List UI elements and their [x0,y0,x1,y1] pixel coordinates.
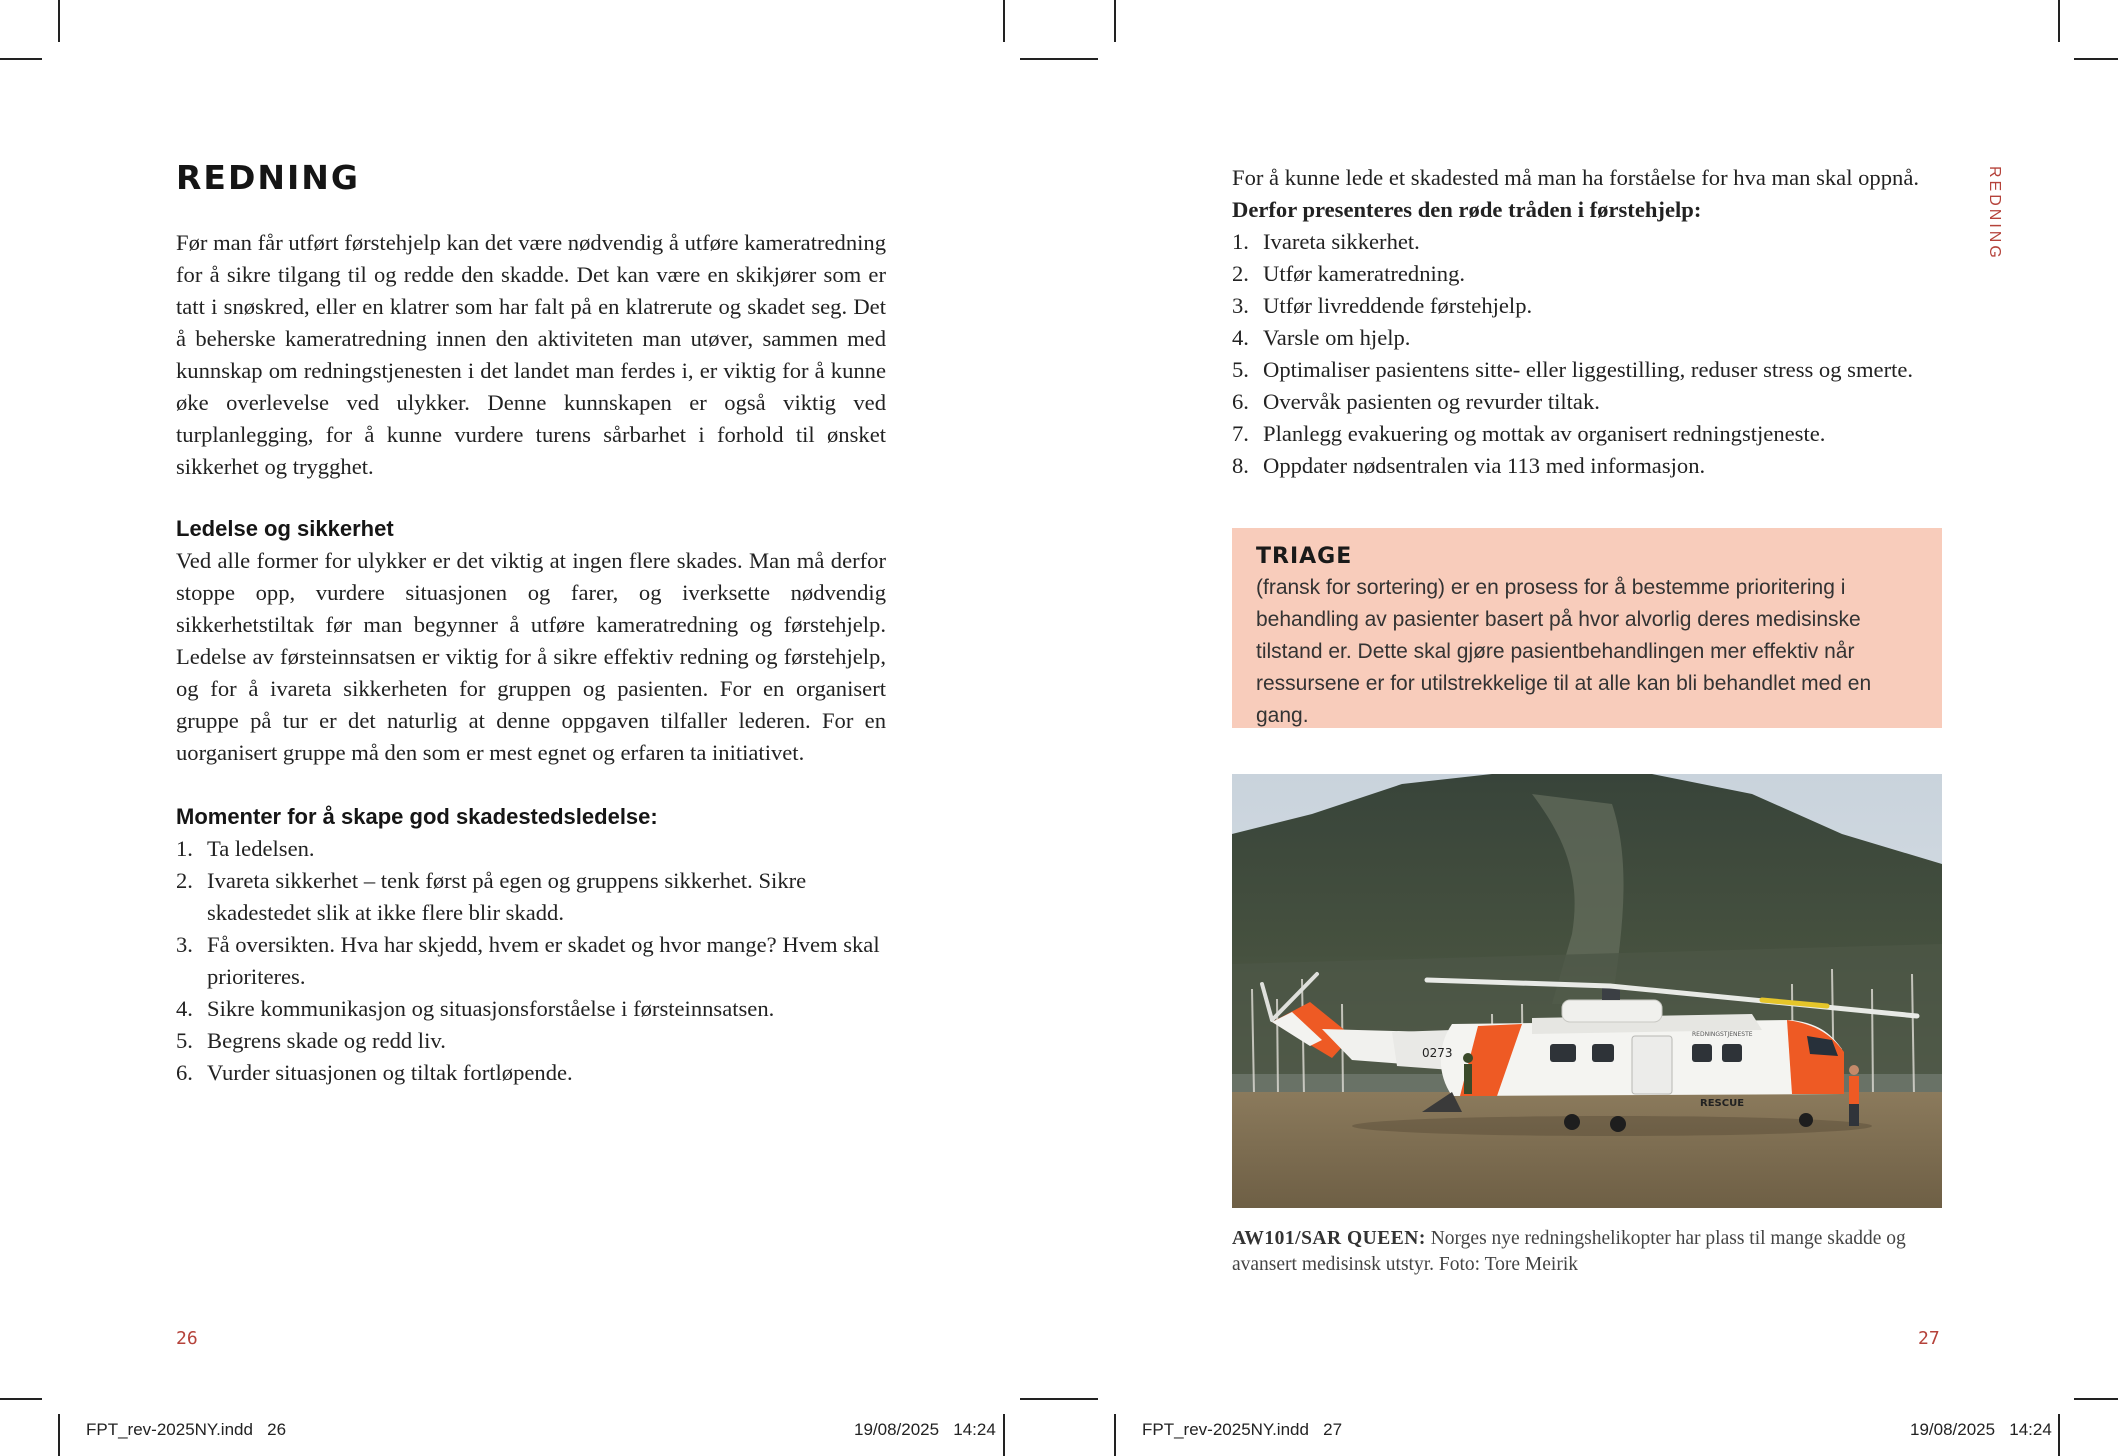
section-heading-momenter: Momenter for å skape god skadestedsledelse: [176,804,658,829]
page-title: REDNING [176,158,360,197]
crop-mark [58,1414,60,1456]
intro-paragraph: Før man får utført førstehjelp kan det være nødvendig å utføre kameratredning for å sikre tilgang til og redde den skadde. Det kan være en skikjører som er tatt i snøskred, eller en klatrer som har falt på en klatrerute og skadet seg. Det å beherske kameratredning innen den aktiviteten man utøver, sammen med kunnskap om redningstjenesten i det landet man ferdes i, er viktig for å kunne øke overlevelse ved ulykker. Denne kunnskapen er også viktig ved turplanlegging, for å kunne vurdere turens sårbarhet i forhold til ønsket sikkerhet og trygghet. [176,230,886,479]
slug-file-left: FPT_rev-2025NY.indd 26 [86,1420,287,1439]
slug-date-left: 19/08/2025 14:24 [854,1420,996,1439]
crop-mark [2058,0,2060,42]
crop-mark [0,58,42,60]
crop-mark [2074,1398,2118,1400]
list-item: 1. Ta ledelsen. [176,836,315,861]
red-thread-intro: For å kunne lede et skadested må man ha forståelse for hva man skal oppnå. [1232,165,1920,190]
momenter-list [176,833,886,1089]
crop-mark [1020,1398,1098,1400]
red-thread-heading: Derfor presenteres den røde tråden i førstehjelp: [1232,197,1702,222]
list-item: 4. Sikre kommunikasjon og situasjonsforståelse i førsteinnsatsen. [176,996,775,1021]
caption-bold: AW101/SAR QUEEN: [1232,1228,1426,1249]
section-heading-ledelse: Ledelse og sikkerhet [176,516,394,541]
triage-title: TRIAGE [1256,544,1353,569]
slug-date-right: 19/08/2025 14:24 [1910,1420,2052,1439]
list-item: 2. Ivareta sikkerhet – tenk først på egen og gruppens sikkerhet. Sikre skadestedet slik at ikke flere blir skadd. [176,868,807,925]
slug-file-right: FPT_rev-2025NY.indd 27 [1142,1420,1343,1439]
caption-text: Norges nye redningshelikopter har plass til mange skadde og avansert medisinsk utstyr. Foto: Tore Meirik [1232,1228,1906,1275]
list-item: 1. Ivareta sikkerhet. [1232,229,1420,254]
crop-mark [1020,58,1098,60]
ledelse-paragraph: Ved alle former for ulykker er det viktig at ingen flere skades. Man må derfor stoppe opp, vurdere situasjonen og farer, og iverksette nødvendig sikkerhetstiltak før man begynner å utføre kameratredning og førstehjelp. Ledelse av førsteinnsatsen er viktig for å sikre effektiv redning og førstehjelp, og for å ivareta sikkerheten for gruppen og pasienten. For en organisert gruppe på tur er det naturlig at denne oppgaven tilfaller lederen. For en uorganisert gruppe må den som er mest egnet og erfaren ta initiativet. [176,548,886,765]
list-item: 5. Optimaliser pasientens sitte- eller liggestilling, reduser stress og smerte. [1232,357,1914,382]
triage-text: (fransk for sortering) er en prosess for å bestemme prioritering i behandling av pasienter basert på hvor alvorlig deres medisinske tilstand er. Dette skal gjøre pasientbehandlingen mer effektiv når ressursene er for utilstrekkelige til at alle kan bli behandlet med en gang. [1256,576,1872,727]
photo-caption [1232,1226,1942,1278]
page-number-right: 27 [1918,1328,1940,1349]
list-item: 3. Få oversikten. Hva har skjedd, hvem er skadet og hvor mange? Hvem skal prioriteres. [176,932,880,989]
crop-mark [2058,1414,2060,1456]
crop-mark [1003,0,1005,42]
chapter-side-tab: REDNING [1986,166,2003,261]
crop-mark [0,1398,42,1400]
triage-box [1232,528,1942,728]
list-item: 3. Utfør livreddende førstehjelp. [1232,293,1533,318]
list-item: 8. Oppdater nødsentralen via 113 med informasjon. [1232,453,1706,478]
red-thread-list [1232,226,1952,482]
page-number-left: 26 [176,1328,198,1349]
helicopter-tail-number: 0273 [1422,1046,1453,1060]
crop-mark [1003,1414,1005,1456]
crop-mark [58,0,60,42]
list-item: 6. Overvåk pasienten og revurder tiltak. [1232,389,1600,414]
list-item: 2. Utfør kameratredning. [1232,261,1466,286]
crop-mark [1114,0,1116,42]
crop-mark [1114,1414,1116,1456]
list-item: 5. Begrens skade og redd liv. [176,1028,446,1053]
helicopter-illustration [1232,774,1942,1208]
helicopter-rescue-label: RESCUE [1700,1098,1745,1109]
list-item: 4. Varsle om hjelp. [1232,325,1411,350]
list-item: 7. Planlegg evakuering og mottak av organisert redningstjeneste. [1232,421,1826,446]
helicopter-photo [1232,774,1942,1208]
crop-mark [2074,58,2118,60]
list-item: 6. Vurder situasjonen og tiltak fortløpende. [176,1060,573,1085]
helicopter-fuselage-label: REDNINGSTJENESTE [1692,1031,1753,1038]
